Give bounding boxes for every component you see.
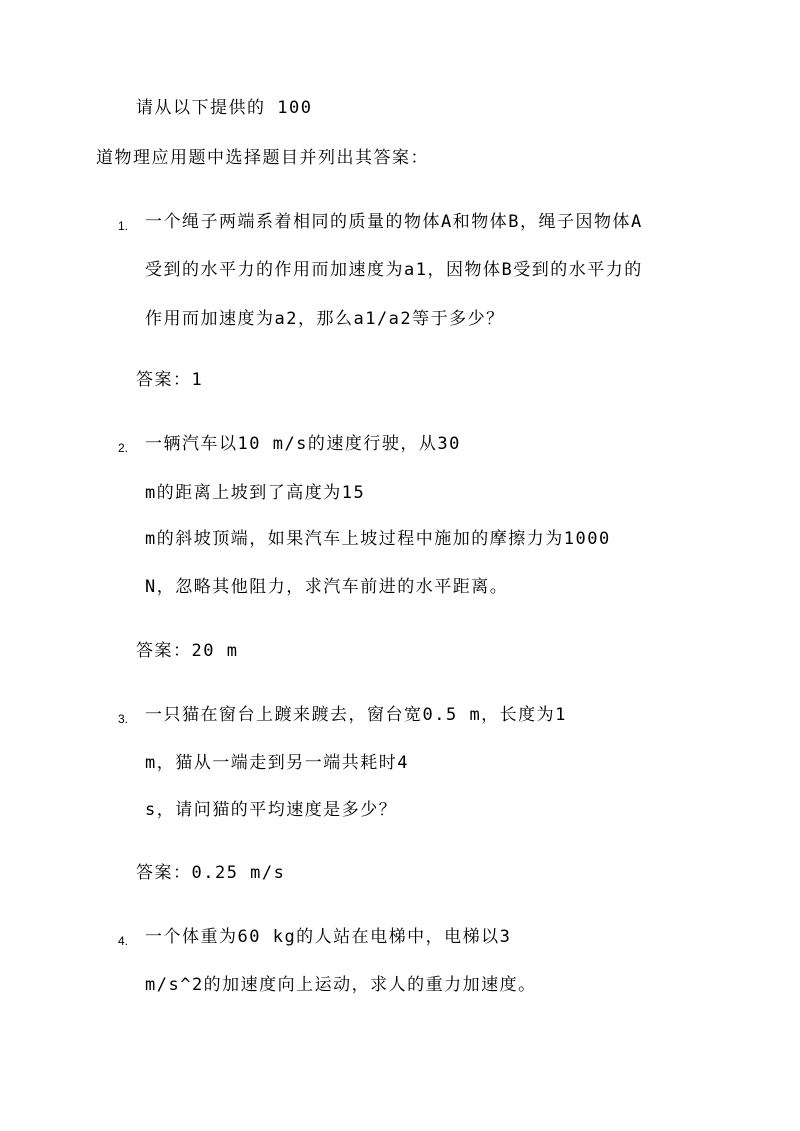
question-text-line: N，忽略其他阻力，求汽车前进的水平距离。 [145, 577, 509, 597]
question-number: 3. [118, 712, 129, 726]
question-text-line: 一只猫在窗台上踱来踱去，窗台宽0.5 m，长度为1 [145, 705, 567, 725]
answer-text: 答案：0.25 m/s [136, 863, 286, 883]
question-text-line: s，请问猫的平均速度是多少？ [145, 800, 398, 820]
answer-text: 答案：1 [136, 370, 204, 390]
answer-text: 答案：20 m [136, 641, 239, 661]
question-number: 1. [118, 219, 129, 233]
question-text-line: 一个体重为60 kg的人站在电梯中，电梯以3 [145, 927, 512, 947]
question-text-line: 作用而加速度为a2，那么a1/a2等于多少？ [145, 309, 505, 329]
question-number: 4. [118, 934, 129, 948]
question-text-line: m/s^2的加速度向上运动，求人的重力加速度。 [145, 975, 537, 995]
question-text-line: 受到的水平力的作用而加速度为a1，因物体B受到的水平力的 [145, 260, 643, 280]
question-text-line: m的距离上坡到了高度为15 [145, 483, 366, 503]
question-text-line: m的斜坡顶端，如果汽车上坡过程中施加的摩擦力为1000 [145, 529, 611, 549]
question-number: 2. [118, 441, 129, 455]
intro-line-2: 道物理应用题中选择题目并列出其答案： [96, 148, 429, 168]
question-text-line: 一辆汽车以10 m/s的速度行驶，从30 [145, 434, 461, 454]
intro-line-1: 请从以下提供的 100 [136, 98, 313, 118]
question-text-line: m，猫从一端走到另一端共耗时4 [145, 753, 409, 773]
question-text-line: 一个绳子两端系着相同的质量的物体A和物体B，绳子因物体A [145, 212, 643, 232]
